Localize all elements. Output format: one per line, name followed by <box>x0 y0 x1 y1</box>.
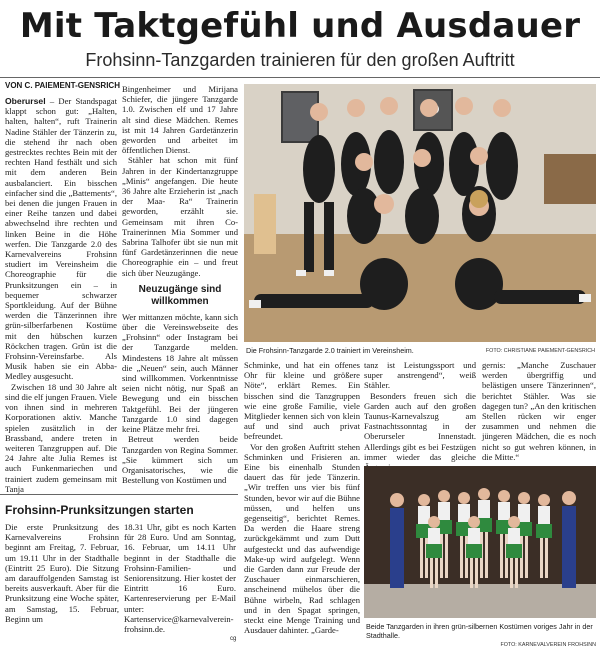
byline: VON C. PAIEMENT-GENSRICH <box>5 81 120 90</box>
photo-caption: Die Frohsinn-Tanzgarde 2.0 trainiert im Vereinsheim. <box>246 346 414 355</box>
paragraph: 18.31 Uhr, gibt es noch Karten für 28 Euro. Und am Sonntag, 16. Februar, um 14.11 Uhr beginnt in der Stadthalle die Frohsinn-Familien- und Seniorensitzung. Hier kostet der Eintritt 16 Euro. Kartenreservierung per E-Mail unter: Kartenservice@karnevalverein-frohsinn.de. <box>124 522 236 635</box>
paragraph: tanz ist Leistungssport und super anstrengend“, weiß Stähler. <box>364 360 476 391</box>
box-divider <box>0 494 238 495</box>
photo-credit: FOTO: KARNEVALVEREIN FROHSINN <box>500 642 596 648</box>
paragraph: Bingenheimer und Mirijana Schiefer, die jüngere Tanzgarde 1.0. Zwischen elf und 17 Jahre alt sind diese Mädchen. Remes ist mit 14 Jahren Gardetänzerin geworden und arbeitet im öffentlichen Dienst. <box>122 84 238 156</box>
training-photo-illustration <box>244 84 596 342</box>
paragraph: Vor den großen Auftritt stehen Schminken und Frisieren an. Eine bis einenhalb Stunden dauert das für jede Tänzerin. „Wir treffen uns vier bis fünf Stunden, bevor wir auf die Bühne müssen, und helfen uns gegenseitig“, berichtet Remes. Da werden die Haare streng zurückgekämmt und zum Dutt aufgesteckt und das aufwendige Make-up wird aufgelegt. Wenn die Garden dann zur Freude der Zuschauer einmarschieren, anscheinend mühelos über die Bühne wirbeln, Rad schlagen und in den Spagat springen, steckt eine Menge Training und Ausdauer dahinter. „Garde- <box>244 441 360 636</box>
paragraph: gernis: „Manche Zuschauer werden übergriffig und belästigen unsere Tänzerinnen“, berichtet Stähler. Was sie dagegen tun? „An den kritischen Stellen rücken wir enger zusammen und nehmen die jüngeren Mädchen, die es noch nicht so gut wehren können, in die Mitte.“ <box>482 360 596 462</box>
article-column-1 <box>5 96 117 494</box>
photo-training-group <box>244 84 596 342</box>
paragraph: Stähler hat schon mit fünf Jahren in der Kindertanzgruppe „Minis“ angefangen. Die heute 36 Jahre alte Erzieherin ist „nach der Maa- Ra“ Trainerin geworden, erzählt sie. Gemeinsam mit ihren Co-Trainerinnen Mia Sommer und Sabrina Talhofer übt sie nun mit fünf Gardetänzerinnen die neue Choreographie ein – und freut sich über Neuzugänge. <box>122 155 238 278</box>
article-column-4 <box>364 360 476 460</box>
dateline: Oberursel <box>5 96 46 106</box>
article-column-3 <box>244 360 360 648</box>
paragraph: Besonders freuen sich die Garden auch auf den großen Taunus-Karnevalszug am Fastnachtssonntag in der Oberurseler Innenstadt. Allerdings gibt es bei Festzügen immer wieder das gleiche <box>364 390 476 462</box>
paragraph: Schminke, und hat ein offenes Ohr für kleine und größere Nöte“, erklärt Remes. Ein bisschen sind die Tanzgruppen wie eine große Familie, viele Mitglieder kennen sich von klein auf und sind auch privat befreundet. <box>244 360 360 442</box>
article-column-5 <box>482 360 596 460</box>
section-heading: Neuzugänge sind willkommen <box>138 283 222 307</box>
article-column-2 <box>122 84 238 486</box>
costumes-photo-illustration <box>364 466 596 618</box>
paragraph: – Der Standspagat klappt schon gut: „Halten, halten, halten“, ruft Trainerin Nadine Stähler der Tänzerin zu, die stehend ihr nach oben gestrecktes rechtes Bein mit der rechten Hand festhält und sich mit dem anderen Bein ausbalanciert. Ein bisschen einfacher sind die „Battements“, bei denen die jungen Frauen in einer Reihe tanzen und dabei abwechselnd ihre rechten und linken Beine in die Höhe werfen. Die Tanzgarde 2.0 des Karnevalvereins Frohsinn studiert im Vereinsheim die Choreographie für die Prunksitzungen ein – in bequemer schwarzer Sportkleidung. Auf der Bühne werden die Tänzerinnen ihre grün-silberfarbenen Kostüme mit den hübschen kurzen Röckchen tragen. Grün ist die Frohsinn-Vereinsfarbe. Als Musik haben sie ein Abba-Medley ausgesucht. <box>5 96 117 382</box>
info-box-column-2 <box>124 522 236 650</box>
paragraph: Zwischen 18 und 30 Jahre alt sind die elf jungen Frauen. Viele von ihnen sind in mehreren Korporationen aktiv. Manche spielen zusätzlich in der Brassband, andere treten in weiteren Tanzgruppen auf. Die 24 Jahre alte Julia Remes ist auch Funkenmariechen und trainiert zudem gemeinsam mit Tanja <box>5 381 117 494</box>
subheadline: Frohsinn-Tanzgarden trainieren für den großen Auftritt <box>85 50 515 70</box>
paragraph: Betreut werden beide Tanzgarden von Regina Sommer. „Sie kümmert sich um Organisatorisches, wie die Bestellung von Kostümen und <box>122 434 238 486</box>
author-initials: cg <box>230 636 237 642</box>
photo-costumes-stadthalle <box>364 466 596 618</box>
paragraph: Wer mittanzen möchte, kann sich über die Vereinswebseite des „Frohsinn“ oder Instagram bei der Tanzgarde melden. Mindestens 18 Jahre alt müssen die „Neuen“ sein, auch Männer sind willkommen. Vorkenntnisse seien nicht nötig, nur Spaß an Bewegung und ein bisschen Taktgefühl. Bei der jüngeren Tanzgarde 1.0 sind dagegen keine Plätze mehr frei. <box>122 311 238 435</box>
photo-caption: Beide Tanzgarden in ihren grün-silbernen Kostümen voriges Jahr in der Stadthalle. <box>366 622 593 640</box>
headline: Mit Taktgefühl und Ausdauer <box>19 6 581 46</box>
paragraph: Die erste Prunksitzung des Karnevalvereins Frohsinn beginnt am Freitag, 7. Februar, um 19.11 Uhr in der Stadthalle (Eintritt 25 Euro). Die Sitzung am darauffolgenden Samstag ist bereits ausverkauft. Aber für die Prunksitzung eine Woche später, am Samstag, 15. Februar, Beginn um <box>5 522 119 624</box>
header-divider <box>0 77 600 78</box>
photo-credit: FOTO: CHRISTIANE PAIEMENT-GENSRICH <box>485 348 595 354</box>
info-box-title: Frohsinn-Prunksitzungen starten <box>5 503 194 517</box>
info-box-column-1 <box>5 522 119 650</box>
